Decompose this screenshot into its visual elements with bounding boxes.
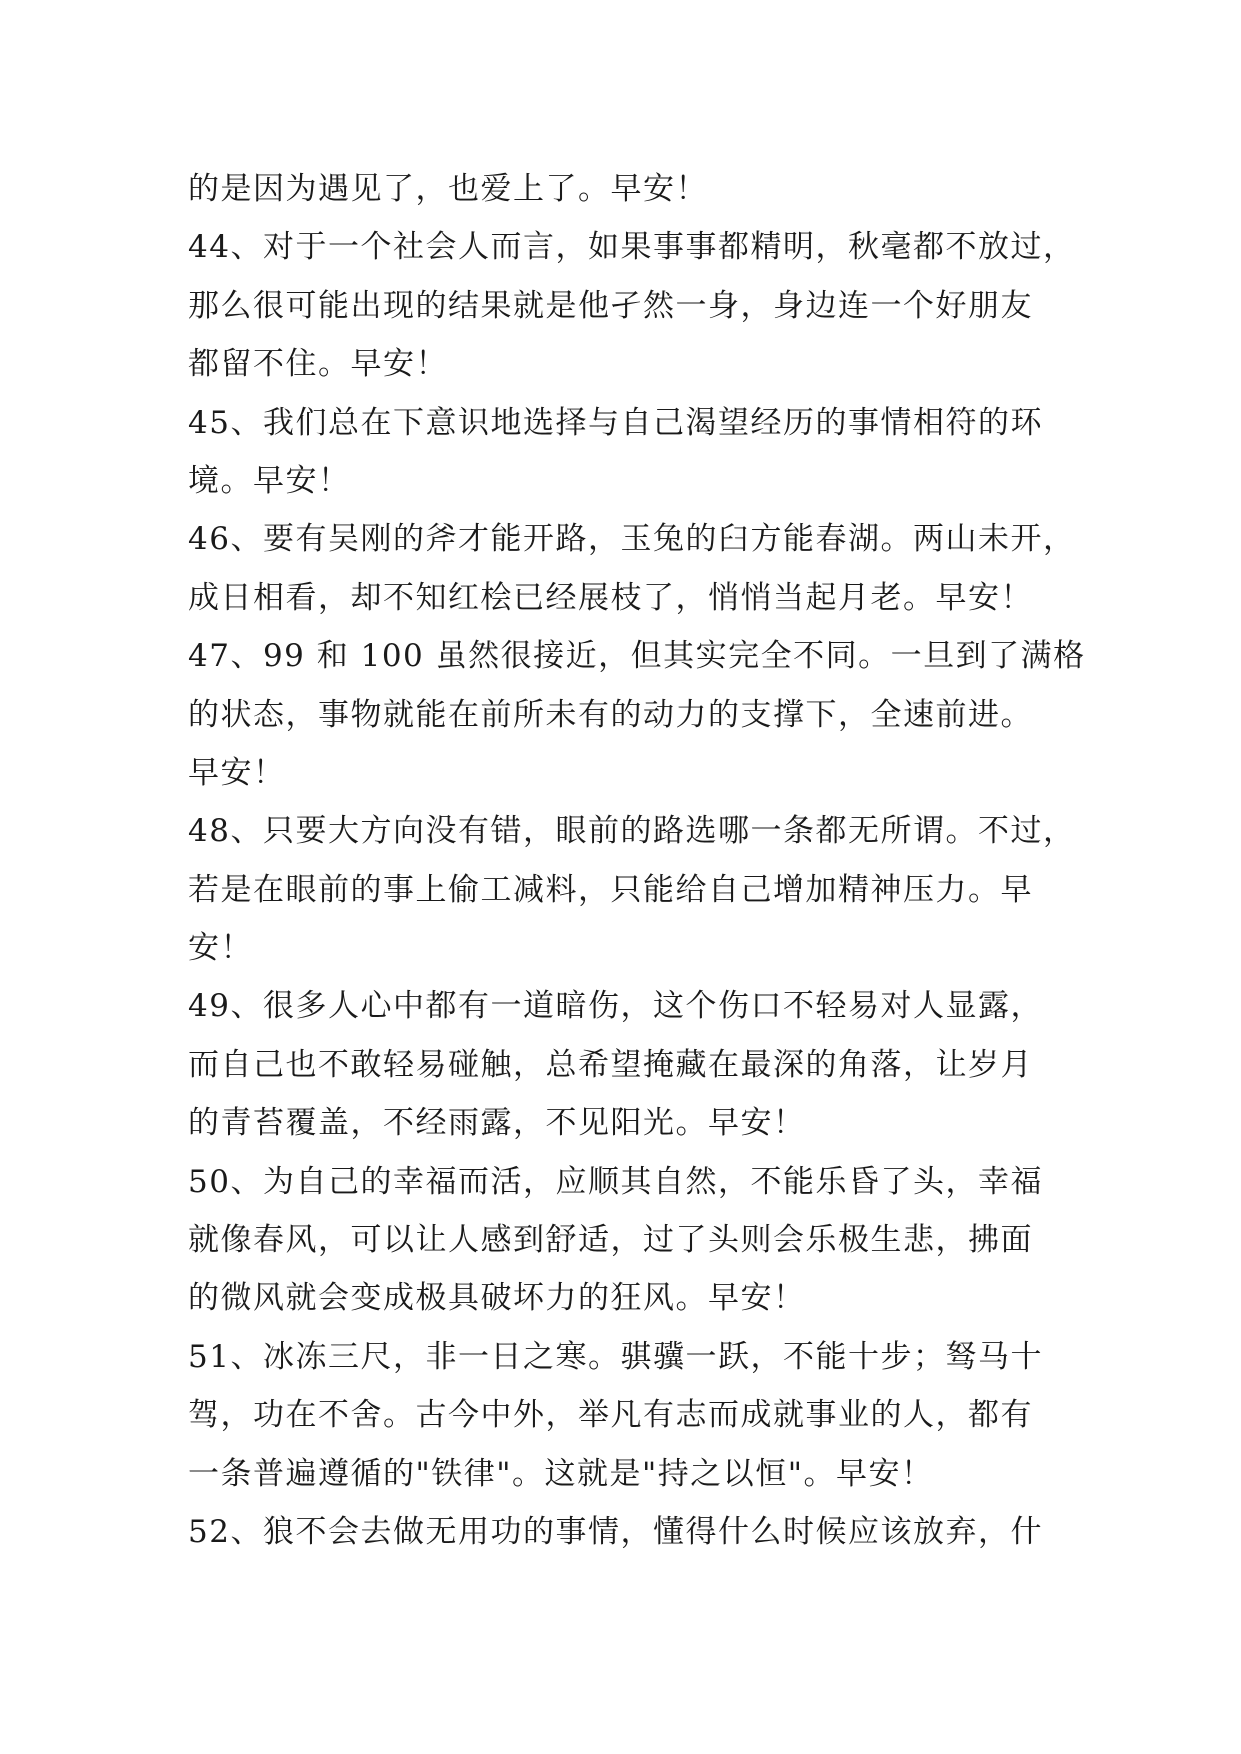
text-line: 一条普遍遵循的"铁律"。这就是"持之以恒"。早安！	[188, 1455, 934, 1492]
text-line: 若是在眼前的事上偷工减料，只能给自己增加精神压力。早	[188, 871, 1033, 908]
text-line: 的状态，事物就能在前所未有的动力的支撑下，全速前进。	[188, 696, 1033, 733]
text-line: 安！	[188, 930, 253, 967]
text-line: 50、为自己的幸福而活，应顺其自然，不能乐昏了头，幸福	[188, 1163, 1043, 1200]
text-line: 成日相看，却不知红桧已经展枝了，悄悄当起月老。早安！	[188, 579, 1033, 616]
text-line: 47、99 和 100 虽然很接近，但其实完全不同。一旦到了满格	[188, 638, 1086, 675]
text-line: 的是因为遇见了，也爱上了。早安！	[188, 171, 708, 207]
text-line: 的青苔覆盖，不经雨露，不见阳光。早安！	[188, 1105, 806, 1142]
text-line: 那么很可能出现的结果就是他孑然一身，身边连一个好朋友	[188, 287, 1033, 324]
text-line: 境。早安！	[188, 462, 351, 499]
text-line: 44、对于一个社会人而言，如果事事都精明，秋毫都不放过，	[188, 229, 1076, 266]
text-line: 早安！	[188, 754, 286, 791]
text-line: 就像春风，可以让人感到舒适，过了头则会乐极生悲，拂面	[188, 1222, 1033, 1259]
text-line: 的微风就会变成极具破坏力的狂风。早安！	[188, 1280, 806, 1317]
text-line: 48、只要大方向没有错，眼前的路选哪一条都无所谓。不过，	[188, 813, 1076, 850]
text-line: 都留不住。早安！	[188, 346, 448, 383]
text-line: 46、要有吴刚的斧才能开路，玉兔的臼方能春湖。两山未开，	[188, 521, 1076, 558]
text-line: 52、狼不会去做无用功的事情，懂得什么时候应该放弃，什	[188, 1513, 1043, 1550]
document-body-text	[188, 160, 1086, 1561]
text-line: 驾，功在不舍。古今中外，举凡有志而成就事业的人，都有	[188, 1397, 1033, 1434]
text-line: 45、我们总在下意识地选择与自己渴望经历的事情相符的环	[188, 404, 1043, 441]
text-line: 51、冰冻三尺，非一日之寒。骐骥一跃，不能十步；驽马十	[188, 1338, 1043, 1375]
text-line: 49、很多人心中都有一道暗伤，这个伤口不轻易对人显露，	[188, 988, 1043, 1025]
text-line: 而自己也不敢轻易碰触，总希望掩藏在最深的角落，让岁月	[188, 1046, 1033, 1083]
